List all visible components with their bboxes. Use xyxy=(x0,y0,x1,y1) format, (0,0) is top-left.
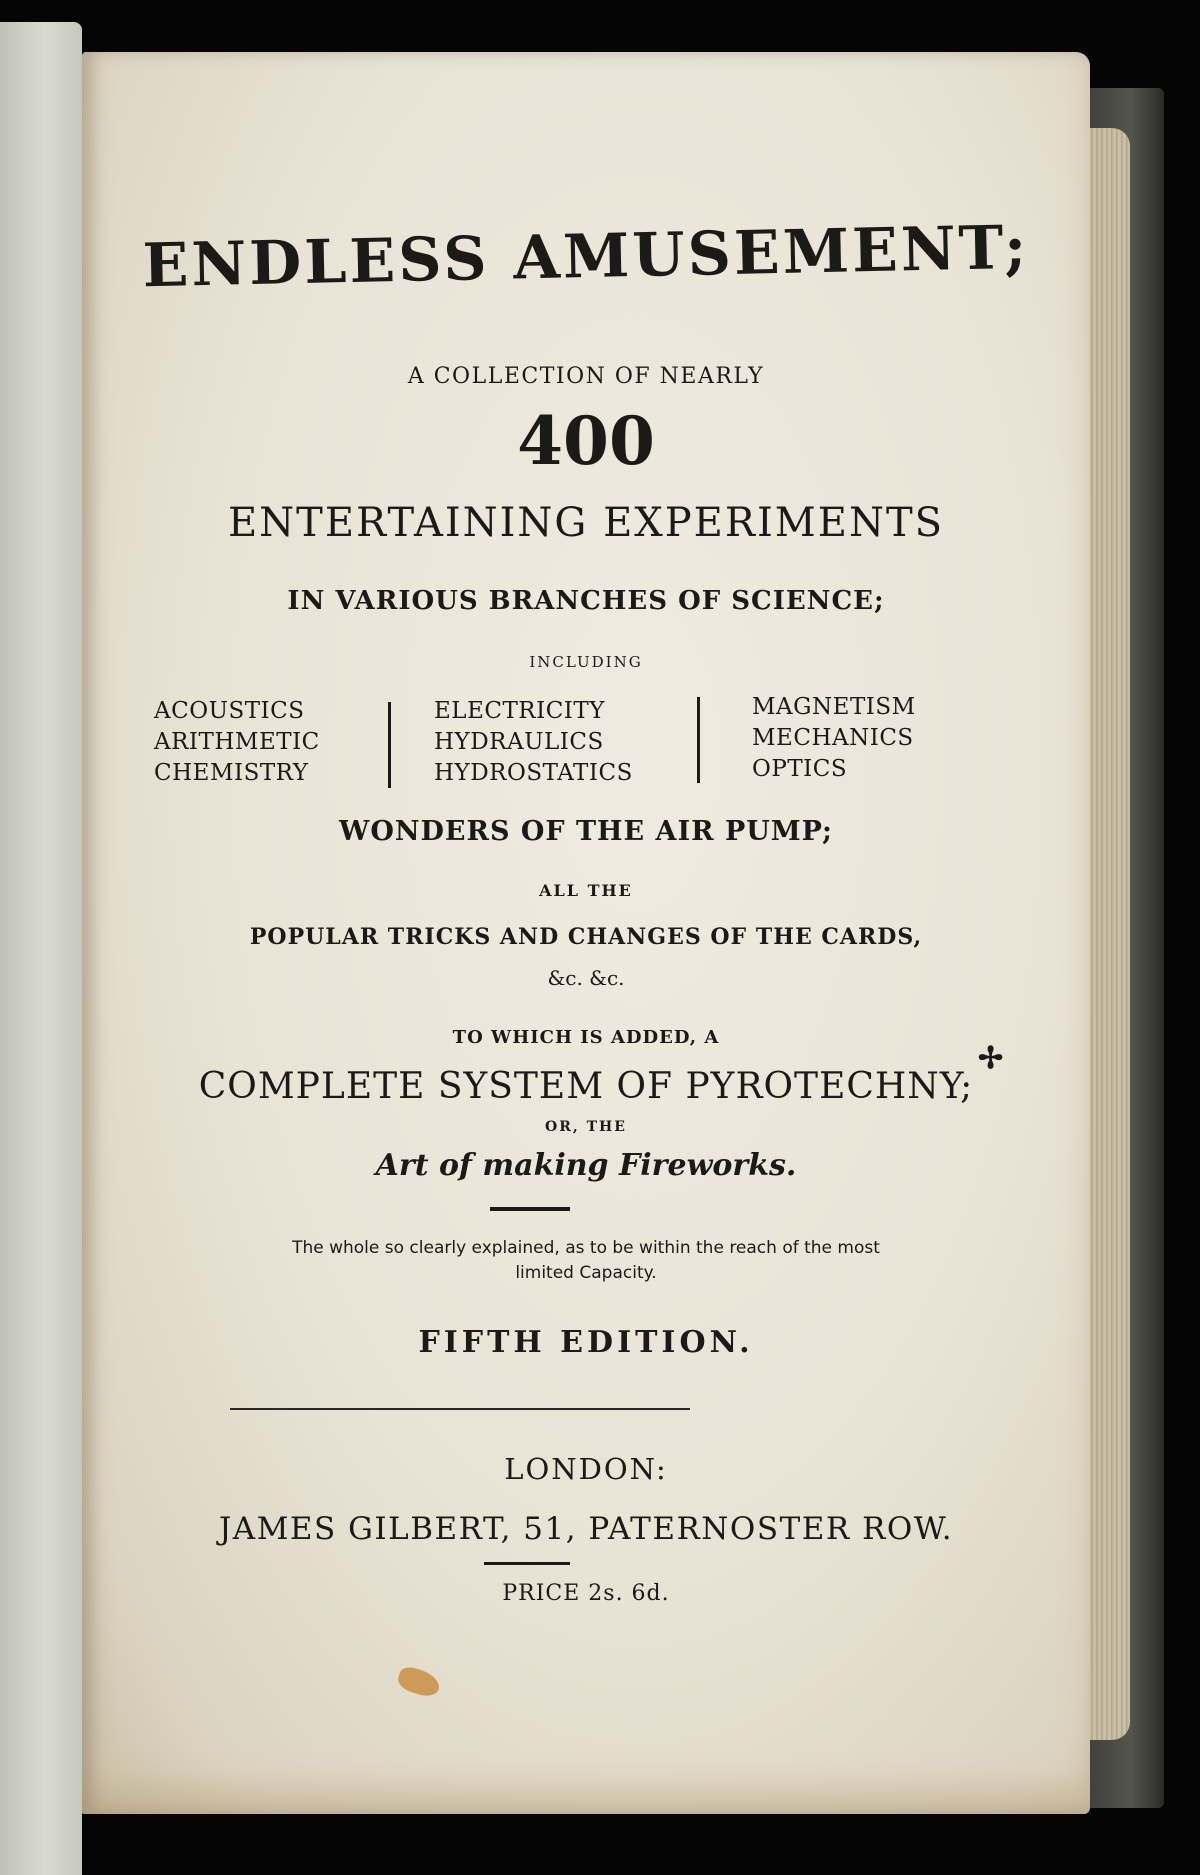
divider-rule xyxy=(484,1562,570,1565)
subject-item: OPTICS xyxy=(752,756,848,782)
subjects-column-3 xyxy=(752,692,916,785)
subject-item: MAGNETISM xyxy=(752,694,916,720)
including-label: INCLUDING xyxy=(529,653,643,671)
divider-rule xyxy=(230,1408,690,1410)
experiments-line: ENTERTAINING EXPERIMENTS xyxy=(227,500,945,546)
subject-item: CHEMISTRY xyxy=(154,760,309,786)
subjects-list xyxy=(154,696,1024,798)
etc-line: &c. &c. xyxy=(547,966,625,990)
price-line: PRICE 2s. 6d. xyxy=(502,1581,670,1606)
experiment-count: 400 xyxy=(517,402,655,480)
column-divider xyxy=(388,702,391,788)
subject-item: ARITHMETIC xyxy=(154,729,320,755)
subject-item: ELECTRICITY xyxy=(434,698,605,724)
added-line: TO WHICH IS ADDED, A xyxy=(452,1027,720,1048)
subjects-column-1 xyxy=(154,696,320,789)
publication-place: LONDON: xyxy=(504,1452,668,1486)
publisher-line: JAMES GILBERT, 51, PATERNOSTER ROW. xyxy=(218,1511,954,1547)
or-the-line: OR, THE xyxy=(545,1119,627,1135)
title-page xyxy=(82,52,1090,1814)
subject-item: MECHANICS xyxy=(752,725,914,751)
collection-line: A COLLECTION OF NEARLY xyxy=(407,364,765,389)
column-divider xyxy=(697,697,700,783)
explanation-line-1: The whole so clearly explained, as to be within the reach of the most xyxy=(292,1238,880,1258)
all-the-line: ALL THE xyxy=(539,881,633,900)
pyrotechny-line: COMPLETE SYSTEM OF PYROTECHNY; xyxy=(198,1066,974,1107)
branches-line: IN VARIOUS BRANCHES OF SCIENCE; xyxy=(287,586,885,616)
fireworks-line: Art of making Fireworks. xyxy=(375,1148,797,1183)
subjects-column-2 xyxy=(434,696,633,789)
subject-item: HYDRAULICS xyxy=(434,729,604,755)
cards-line: POPULAR TRICKS AND CHANGES OF THE CARDS, xyxy=(249,924,923,950)
subject-item: HYDROSTATICS xyxy=(434,760,633,786)
explanation-line-2: limited Capacity. xyxy=(515,1263,657,1283)
book-title: ENDLESS AMUSEMENT; xyxy=(141,212,1031,302)
subject-item: ACOUSTICS xyxy=(154,698,305,724)
edition-label: FIFTH EDITION. xyxy=(418,1325,754,1360)
printer-mark: ✢ xyxy=(978,1041,1004,1076)
facing-page-edge xyxy=(0,22,82,1875)
page-stain xyxy=(395,1664,442,1700)
divider-rule xyxy=(490,1207,570,1211)
air-pump-line: WONDERS OF THE AIR PUMP; xyxy=(339,816,833,847)
